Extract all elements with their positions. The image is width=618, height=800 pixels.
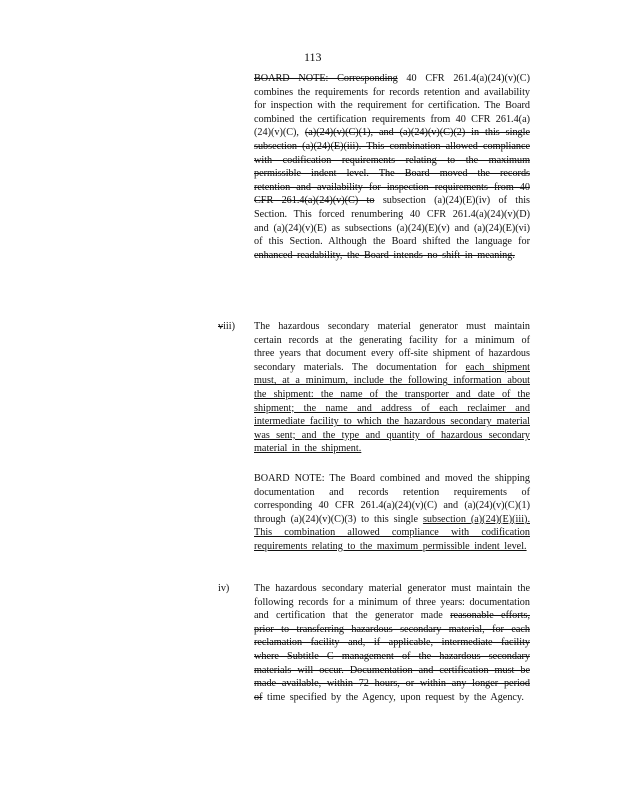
note1-struck-end: enhanced readability, the Board intends no shift in meaning. [254, 249, 515, 261]
item-viii-marker-rest: iii) [223, 321, 235, 332]
note2-underlined: subsection (a)(24)(E)(iii). This combination allowed compliance with codification requirements relating to the maximum permissible indent level. [254, 513, 530, 552]
note1-struck-middle: (a)(24)(v)(C)(1), and (a)(24)(v)(C)(2) in this single subsection (a)(24)(E)(iii). This combination allowed compliance with codification requirements relating to the maximum permissible indent level. The Board moved the records retention and availability for inspection requirements from 40 CFR 261.4(a)(24)(v)(C) to [254, 127, 530, 207]
board-note-1 [254, 72, 530, 262]
board-note-2 [254, 472, 530, 554]
note1-text-2: subsection (a)(24)(E)(iv) of this Section. This forced renumbering 40 CFR 261.4(a)(24)(v)(D) and (a)(24)(v)(E) as subsections (a)(24)(E)(v) and (a)(24)(E)(vi) of this Section. Although the Board shifted the language for [254, 195, 531, 248]
item-viii [254, 320, 530, 456]
note1-struck-lead: BOARD NOTE: Corresponding [254, 73, 398, 84]
item-iv-struck: reasonable efforts, prior to transferring hazardous secondary material, for each reclamation facility and, if applicable, intermediate facility where Subtitle C management of the hazardous secondary materials will occur. Documentation and certification must be made available, within 72 hours, or within any longer period of [254, 610, 530, 703]
page-number: 113 [304, 50, 322, 64]
item-viii-underlined: each shipment must, at a minimum, include the following information about the shipment: the name of the transporter and date of the shipment; the name and address of each reclaimer and intermediate facility to which the hazardous secondary material was sent; and the type and quantity of hazardous secondary material in the shipment. [254, 361, 530, 455]
item-iv-text-end: time specified by the Agency, upon request by the Agency. [262, 691, 524, 703]
note2-text: BOARD NOTE: The Board combined and moved the shipping documentation and records retention requirements of corresponding 40 CFR 261.4(a)(24)(v)(C) and (a)(24)(v)(C)(1) through (a)(24)(v)(C)(3) to this single [254, 473, 530, 525]
item-viii-marker-struck: v [218, 321, 224, 332]
item-viii-marker [218, 320, 235, 334]
item-viii-text: The hazardous secondary material generator must maintain certain records at the generating facility for a minimum of three years that document every off-site shipment of hazardous secondary materials. The documentation for [254, 321, 530, 373]
item-iv-marker: iv) [218, 583, 230, 594]
item-iv [254, 582, 530, 704]
item-iv-text: The hazardous secondary material generator must maintain the following records for a minimum of three years: documentation and certification that the generator made [254, 583, 530, 622]
note1-text: 40 CFR 261.4(a)(24)(v)(C) combines the requirements for records retention and availability for inspection with the requirement for certification. The Board combined the certification requirements from 40 CFR 261.4(a)(24)(v)(C), [254, 73, 530, 139]
